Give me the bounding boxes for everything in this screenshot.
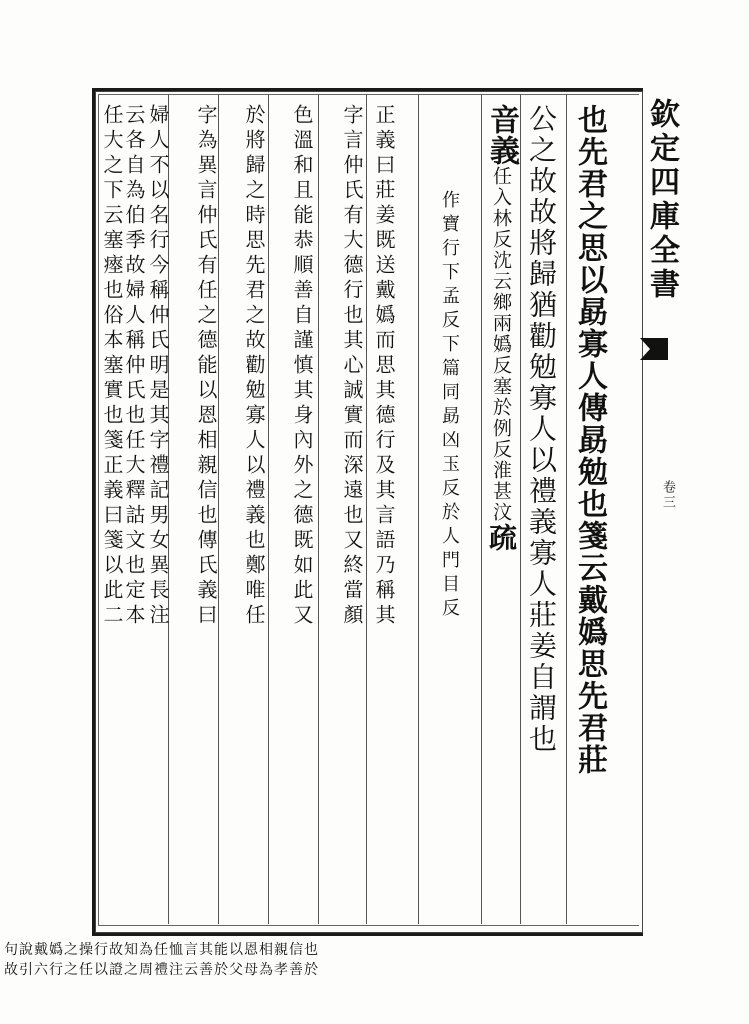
column-rule — [481, 94, 482, 924]
fishtail-mark-icon — [640, 338, 668, 360]
text-column: 故引六行之任以證之周禮注云善於父母為孝善於 — [4, 962, 319, 978]
column-rule — [520, 94, 521, 924]
section-end-mark: 疏 — [485, 523, 518, 552]
text-column: 正義曰莊姜既送戴嬀而思其德行及其言語乃稱其 — [372, 104, 396, 629]
continuation-strip — [4, 940, 744, 1020]
text-column: 字為異言仲氏有任之德能以恩相親信也傳氏義曰 — [194, 104, 218, 629]
text-column: 作寶行下孟反下篇同勗凶玉反於人門目反 — [439, 190, 460, 622]
text-column-with-heading — [484, 104, 519, 552]
text-column: 字言仲氏有大德行也其心誠實而深遠也又終當顏 — [340, 104, 364, 629]
text-column: 公之故故將歸猶勸勉寡人以禮義寡人莊姜自謂也 — [525, 104, 558, 755]
text-column: 任大之下云塞瘞也俗本塞實也箋正義曰箋以此二 — [100, 104, 124, 629]
column-rule — [218, 94, 219, 924]
book-title: 欽定四庫全書 — [644, 98, 679, 302]
text-column: 也先君之思以勗寡人傳勗勉也箋云戴嬀思先君莊 — [572, 104, 607, 776]
text-column: 婦人不以名行今稱仲氏明是其字禮記男女異長注 — [146, 104, 170, 629]
text-column: 於將歸之時思先君之故勸勉寡人以禮義也鄭唯任 — [242, 104, 266, 629]
volume-label: 卷三 — [660, 480, 675, 510]
text-column: 色溫和且能恭順善自謹慎其身內外之德既如此又 — [290, 104, 314, 629]
text-column: 云各自為伯季故婦人稱仲氏也任大釋詁文也定本 — [122, 104, 146, 629]
column-rule — [418, 94, 419, 924]
text-column: 句說戴嬀之操行故知為任恤言其能以恩相親信也 — [4, 942, 319, 958]
section-heading: 音義 — [484, 104, 519, 166]
column-rule — [318, 94, 319, 924]
column-rule — [566, 94, 567, 924]
annotation-text: 任入林反沈云鄉兩嬀反塞於例反淮甚汶 — [490, 166, 512, 523]
column-rule — [268, 94, 269, 924]
column-rule — [366, 94, 367, 924]
